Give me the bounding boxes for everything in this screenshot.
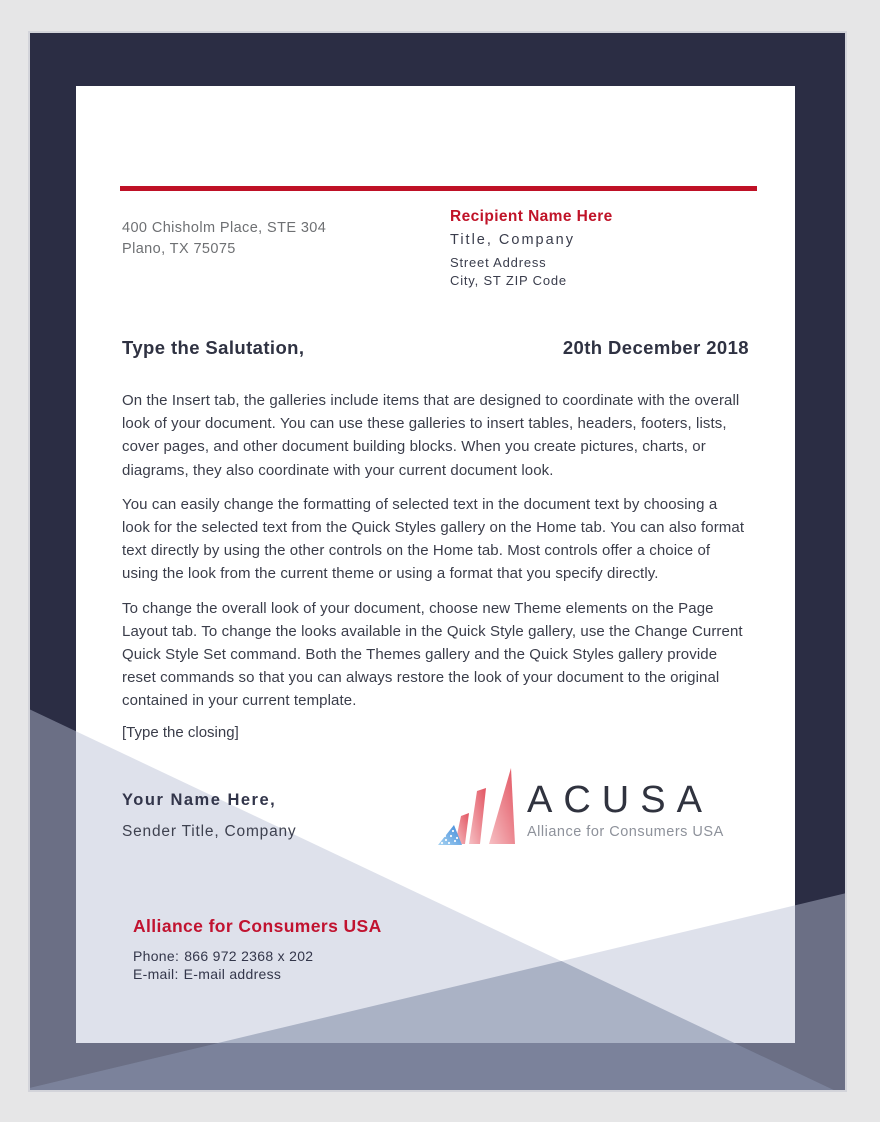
- recipient-city-state-zip: City, ST ZIP Code: [450, 273, 567, 288]
- letter-date: 20th December 2018: [562, 337, 749, 358]
- body-paragraph-1: On the Insert tab, the galleries include items that are designed to coordinate with the overall look of your document. You can use these galleries to insert tables, headers, footers, lists, cover pages, and other document building blocks. When you create pictures, charts, or diagrams, they also coordinate with your current document look.: [122, 392, 740, 479]
- signature-name: Your Name Here,: [122, 790, 277, 809]
- logo-tagline: Alliance for Consumers USA: [527, 824, 724, 840]
- page-frame: [30, 33, 845, 1090]
- address-block-row: [122, 191, 749, 290]
- letter-content: [76, 86, 795, 1043]
- acusa-logo: [433, 765, 724, 857]
- recipient-title-company: Title, Company: [450, 232, 575, 248]
- acusa-logo-mark-icon: [433, 765, 519, 857]
- recipient-block: [450, 208, 749, 290]
- body-paragraph-2: You can easily change the formatting of selected text in the document text by choosing a look for the selected text from the Quick Styles gallery on the Home tab. You can also format text directly by using the other controls on the Home tab. Most controls offer a choice of using the look from the current theme or using a format that you specify directly.: [122, 495, 745, 583]
- signature-title: Sender Title, Company: [122, 822, 297, 840]
- sender-address-line2: Plano, TX 75075: [122, 241, 236, 257]
- recipient-street-address: Street Address: [450, 255, 547, 270]
- sender-address-line1: 400 Chisholm Place, STE 304: [122, 220, 327, 236]
- phone-label: Phone:: [133, 948, 180, 964]
- salutation-row: [122, 337, 749, 359]
- letter-body: [122, 389, 749, 713]
- footer-organization-name: Alliance for Consumers USA: [133, 916, 382, 936]
- logo-text-block: [527, 781, 724, 857]
- logo-wordmark: ACUSA: [527, 779, 713, 821]
- salutation: Type the Salutation,: [122, 337, 305, 358]
- email-label: E-mail:: [133, 966, 179, 982]
- closing-placeholder: [Type the closing]: [122, 723, 239, 741]
- recipient-name: Recipient Name Here: [450, 208, 613, 225]
- sender-address: [122, 218, 450, 290]
- phone-value: 866 972 2368 x 202: [184, 948, 314, 964]
- body-paragraph-3: To change the overall look of your document, choose new Theme elements on the Page Layout tab. To change the looks available in the Quick Style gallery, use the Change Current Quick Style Set command. Both the Themes gallery and the Quick Styles gallery provide reset commands so that you can always restore the look of your document to the original contained in your current template.: [122, 599, 743, 710]
- footer-contact-block: [133, 916, 382, 983]
- footer-email-line: [133, 965, 382, 983]
- footer-phone-line: [133, 947, 382, 965]
- email-value: E-mail address: [183, 966, 282, 982]
